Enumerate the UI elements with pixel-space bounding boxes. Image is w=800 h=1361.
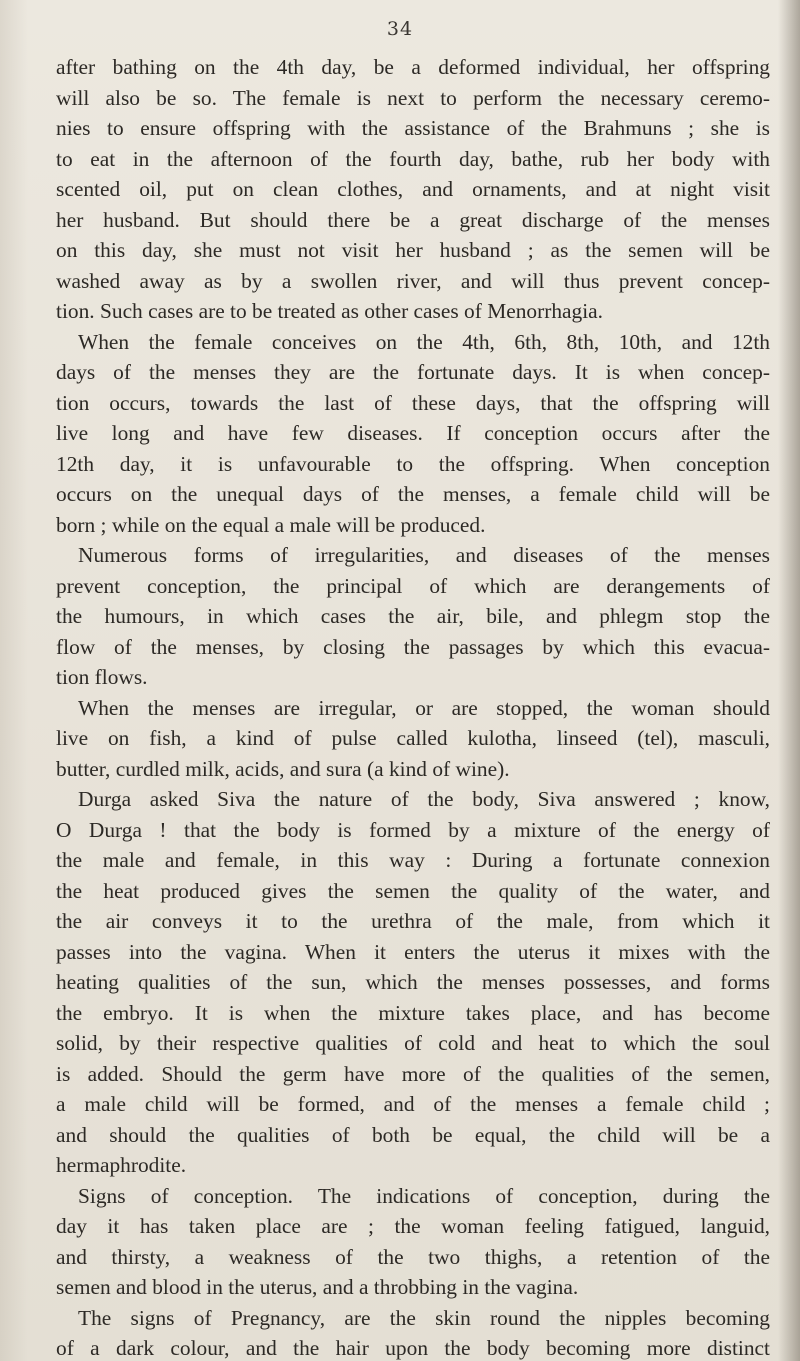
text-line: days of the menses they are the fortunate days. It is when concep- [56, 360, 770, 384]
text-line: day it has taken place are ; the woman feeling fatigued, languid, [56, 1214, 770, 1238]
text-line: Durga asked Siva the nature of the body, Siva answered ; know, [78, 787, 770, 811]
text-line: the embryo. It is when the mixture takes place, and has become [56, 1000, 770, 1025]
text-line: tion. Such cases are to be treated as other cases of Menorrhagia. [56, 299, 604, 323]
text-line: a male child will be formed, and of the menses a female child ; [56, 1092, 770, 1116]
text-line: will also be so. The female is next to perform the necessary ceremo- [56, 85, 770, 110]
text-line: Numerous forms of irregularities, and diseases of the menses [78, 543, 770, 567]
body-text [56, 52, 770, 1361]
page-number: 34 [386, 18, 414, 40]
text-line: live long and have few diseases. If conception occurs after the [56, 421, 770, 445]
text-line: flow of the menses, by closing the passages by which this evacua- [56, 634, 770, 659]
text-line: to eat in the afternoon of the fourth day, bathe, rub her body with [56, 146, 770, 171]
text-line: is added. Should the germ have more of the qualities of the semen, [56, 1061, 770, 1086]
text-line: butter, curdled milk, acids, and sura (a kind of wine). [56, 756, 510, 781]
text-line: on this day, she must not visit her husband ; as the semen will be [56, 238, 770, 262]
text-line: Signs of conception. The indications of conception, during the [78, 1183, 770, 1208]
text-line: washed away as by a swollen river, and will thus prevent concep- [56, 268, 770, 293]
text-line: live on fish, a kind of pulse called kulotha, linseed (tel), masculi, [56, 726, 770, 750]
text-line: the male and female, in this way : During a fortunate connexion [56, 848, 770, 872]
text-line: solid, by their respective qualities of cold and heat to which the soul [56, 1031, 770, 1055]
text-line: O Durga ! that the body is formed by a mixture of the energy of [56, 817, 770, 842]
text-line: and thirsty, a weakness of the two thighs, a retention of the [56, 1244, 770, 1269]
text-line: the air conveys it to the urethra of the male, from which it [56, 909, 770, 933]
text-line: When the menses are irregular, or are stopped, the woman should [78, 695, 770, 720]
text-line: tion occurs, towards the last of these days, that the offspring will [56, 390, 770, 415]
text-line: passes into the vagina. When it enters the uterus it mixes with the [56, 939, 770, 964]
text-line: When the female conceives on the 4th, 6th, 8th, 10th, and 12th [78, 329, 770, 354]
text-line: scented oil, put on clean clothes, and ornaments, and at night visit [56, 177, 770, 201]
text-line: heating qualities of the sun, which the menses possesses, and forms [56, 970, 770, 994]
text-line: born ; while on the equal a male will be produced. [56, 512, 486, 537]
text-line: after bathing on the 4th day, be a deformed individual, her offspring [56, 55, 770, 79]
text-line: of a dark colour, and the hair upon the body becoming more distinct [56, 1336, 770, 1360]
text-line: hermaphrodite. [56, 1153, 187, 1177]
text-line: the humours, in which cases the air, bile, and phlegm stop the [56, 604, 770, 628]
text-line: The signs of Pregnancy, are the skin round the nipples becoming [78, 1305, 770, 1330]
text-line: her husband. But should there be a great discharge of the menses [56, 207, 770, 232]
text-line: semen and blood in the uterus, and a throbbing in the vagina. [56, 1275, 579, 1299]
text-line: the heat produced gives the semen the quality of the water, and [56, 878, 770, 903]
text-line: and should the qualities of both be equal, the child will be a [56, 1122, 770, 1147]
text-line: 12th day, it is unfavourable to the offspring. When conception [56, 451, 770, 476]
text-line: tion flows. [56, 665, 148, 689]
text-line: occurs on the unequal days of the menses, a female child will be [56, 482, 770, 506]
text-line: nies to ensure offspring with the assistance of the Brahmuns ; she is [56, 116, 770, 140]
text-line: prevent conception, the principal of which are derangements of [56, 573, 770, 598]
